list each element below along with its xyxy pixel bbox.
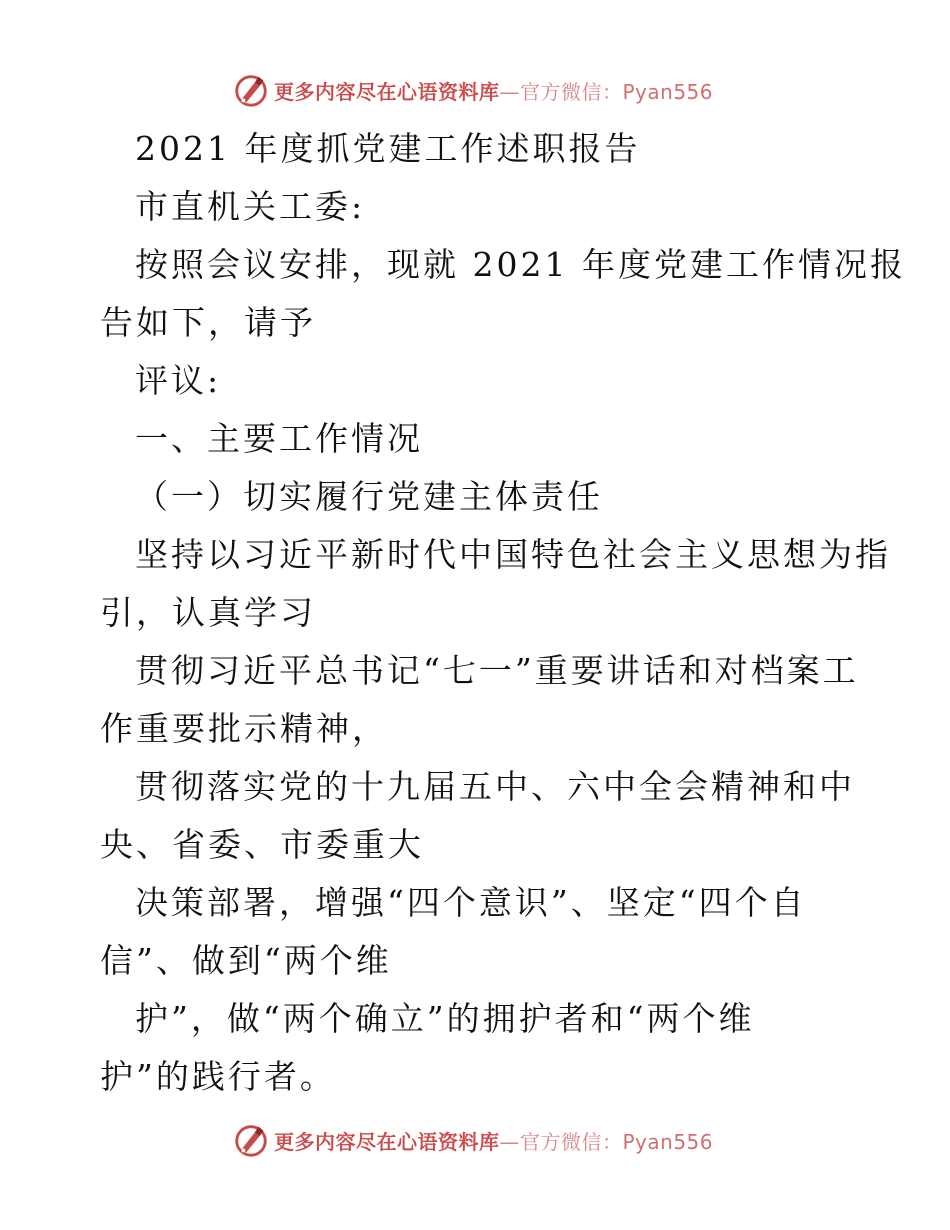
watermark-tail: —官方微信： [499,1129,623,1154]
paragraph-line: 贯彻习近平总书记“七一”重要讲话和对档案工 [135,651,859,690]
watermark-main: 更多内容尽在心语资料库 [274,1129,500,1154]
paragraph-line: 评议: [135,361,222,400]
watermark-id: Pyan556 [622,79,714,104]
paragraph-line: 告如下，请予 [100,303,316,342]
watermark-text [274,1126,713,1155]
footer-watermark [232,1120,713,1160]
paragraph-line: 护”的践行者。 [100,1057,336,1096]
watermark-tail: —官方微信： [499,79,623,104]
salutation: 市直机关工委: [135,187,366,226]
watermark-text [274,76,713,105]
pen-logo-icon [232,71,270,109]
paragraph-line: 护”，做“两个确立”的拥护者和“两个维 [135,999,755,1038]
paragraph-line: 信”、做到“两个维 [100,941,392,980]
paragraph-line: 引，认真学习 [100,593,316,632]
paragraph-line: 坚持以习近平新时代中国特色社会主义思想为指 [135,535,891,574]
section-heading: 一、主要工作情况 [135,419,423,458]
watermark-id: Pyan556 [622,1129,714,1154]
watermark-main: 更多内容尽在心语资料库 [274,79,500,104]
paragraph-line: 按照会议安排，现就 2021 年度党建工作情况报 [135,245,906,284]
paragraph-line: 作重要批示精神， [100,709,388,748]
document-title: 2021 年度抓党建工作述职报告 [135,129,641,168]
paragraph-line: 央、省委、市委重大 [100,825,424,864]
paragraph-line: 贯彻落实党的十九届五中、六中全会精神和中 [135,767,855,806]
header-watermark [232,70,713,110]
pen-logo-icon [232,1121,270,1159]
subsection-heading: （一）切实履行党建主体责任 [135,477,603,516]
paragraph-line: 决策部署，增强“四个意识”、坚定“四个自 [135,883,807,922]
document-body [100,120,906,1106]
